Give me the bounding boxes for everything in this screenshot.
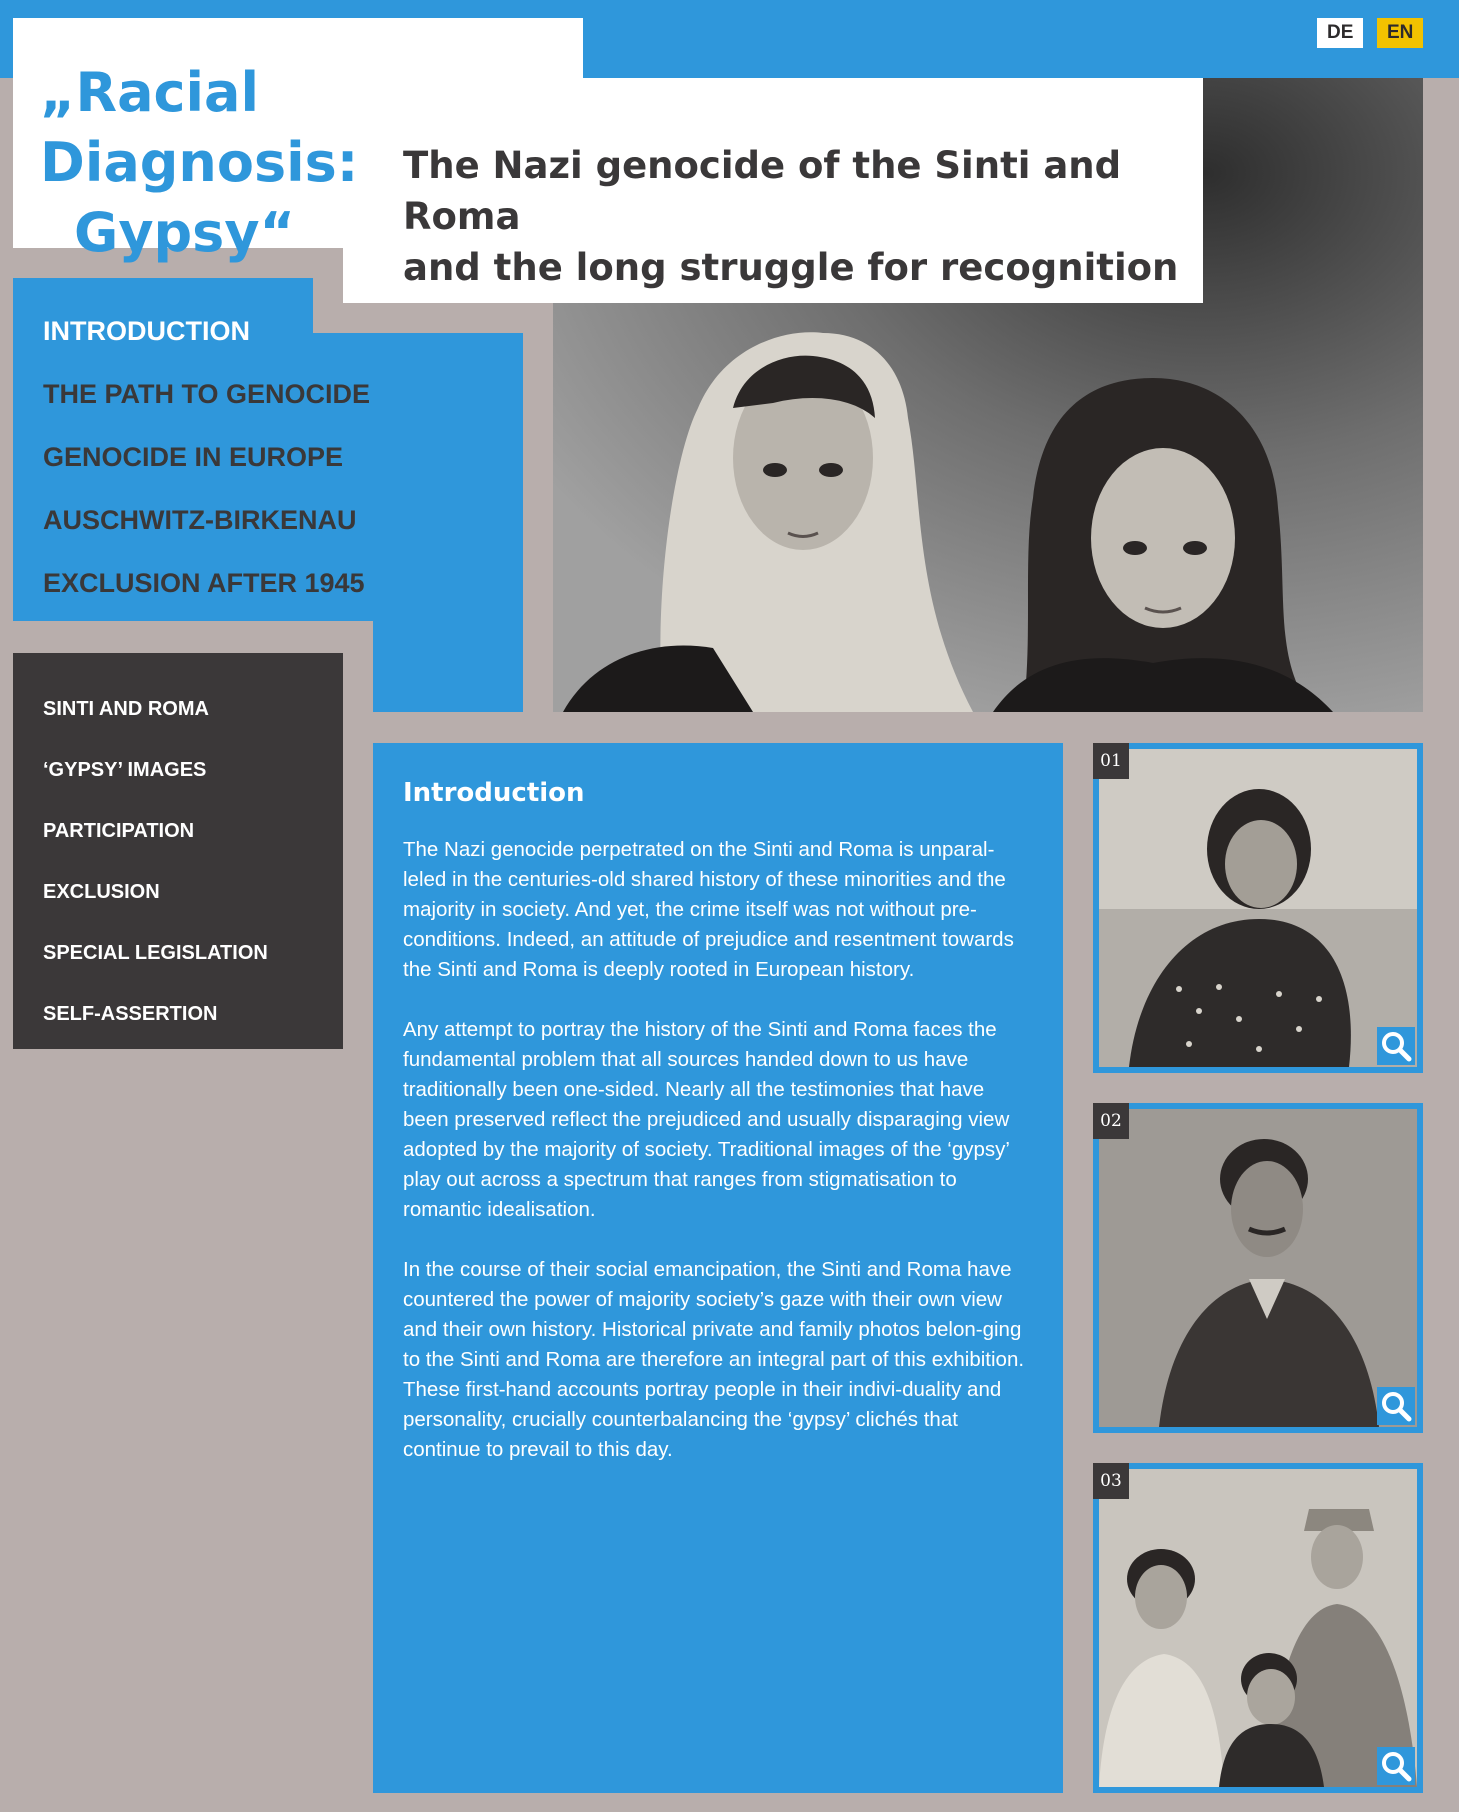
thumbnail-photo [1099, 1469, 1417, 1787]
subnav-item-participation[interactable]: PARTICIPATION [43, 820, 195, 842]
intro-content [373, 743, 1063, 1793]
intro-paragraph-3: In the course of their social emancipation, the Sinti and Roma have countered the power of majority society’s gaze with their own view and their own history. Historical private and family photos belon-ging to the Sinti and Roma are therefore an integral part of this exhibition. These first-hand accounts portray people in their indivi-duality and personality, crucially counterbalancing the ‘gypsy’ clichés that continue to prevail to this day. [403, 1258, 1025, 1461]
primary-nav [43, 300, 370, 615]
language-de-button[interactable]: DE [1317, 18, 1363, 48]
page-subtitle-line2: and the long struggle for recognition [403, 246, 1179, 289]
subnav-item-gypsy-images[interactable]: ‘GYPSY’ IMAGES [43, 759, 207, 781]
nav-item-genocide-in-europe[interactable]: GENOCIDE IN EUROPE [43, 442, 344, 472]
nav-item-path-to-genocide[interactable]: THE PATH TO GENOCIDE [43, 379, 371, 409]
subnav-item-special-legislation[interactable]: SPECIAL LEGISLATION [43, 942, 268, 964]
thumbnail-number: 02 [1093, 1103, 1129, 1139]
thumbnail-photo [1099, 749, 1417, 1067]
language-en-button[interactable]: EN [1377, 18, 1423, 48]
page-subtitle [403, 140, 1183, 293]
thumbnail-03[interactable] [1093, 1463, 1423, 1793]
section-heading: Introduction [403, 778, 585, 808]
page-subtitle-line1: The Nazi genocide of the Sinti and Roma [403, 144, 1122, 238]
magnifier-icon[interactable] [1377, 1387, 1415, 1425]
subnav-item-self-assertion[interactable]: SELF-ASSERTION [43, 1003, 218, 1025]
intro-paragraph-2: Any attempt to portray the history of the Sinti and Roma faces the fundamental problem that all sources handed down to us have traditionally been one-sided. Nearly all the testimonies that have been preserved reflect the prejudiced and usually disparaging view adopted by the majority of society. Traditional images of the ‘gypsy’ play out across a spectrum that ranges from stigmatisation to romantic idealisation. [403, 1018, 1010, 1221]
thumbnail-number: 01 [1093, 743, 1129, 779]
thumbnail-number: 03 [1093, 1463, 1129, 1499]
subnav-item-exclusion[interactable]: EXCLUSION [43, 881, 160, 903]
nav-item-introduction[interactable]: INTRODUCTION [43, 316, 250, 346]
nav-item-exclusion-after-1945[interactable]: EXCLUSION AFTER 1945 [43, 568, 365, 598]
intro-paragraph-1: The Nazi genocide perpetrated on the Sinti and Roma is unparal-leled in the centuries-old shared history of these minorities and the majority in society. And yet, the crime itself was not without pre-conditions. Indeed, an attitude of prejudice and resentment towards the Sinti and Roma is deeply rooted in European history. [403, 838, 1014, 981]
thumbnail-01[interactable] [1093, 743, 1423, 1073]
magnifier-icon[interactable] [1377, 1027, 1415, 1065]
secondary-nav [13, 653, 343, 1049]
page-title-line1: „Racial Diagnosis: [40, 61, 359, 194]
nav-item-auschwitz-birkenau[interactable]: AUSCHWITZ-BIRKENAU [43, 505, 357, 535]
thumbnail-02[interactable] [1093, 1103, 1423, 1433]
primary-nav-background-tab [373, 618, 523, 712]
magnifier-icon[interactable] [1377, 1747, 1415, 1785]
thumbnail-photo [1099, 1109, 1417, 1427]
subnav-item-sinti-and-roma[interactable]: SINTI AND ROMA [43, 698, 209, 720]
page-title-line2: Gypsy“ [74, 201, 296, 264]
